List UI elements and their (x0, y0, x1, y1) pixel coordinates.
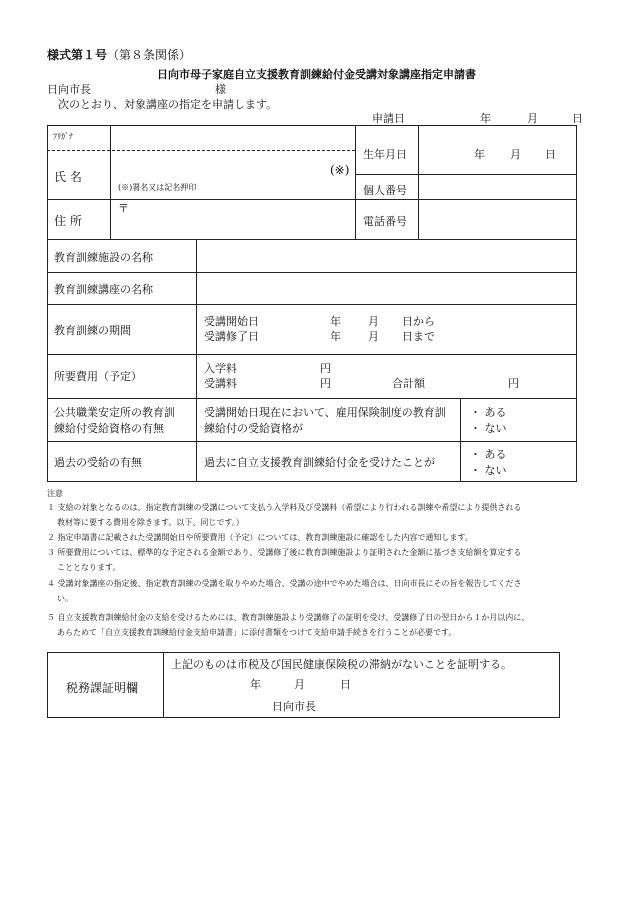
past-receipt-text: 過去に自立支援教育訓練給付金を受けたことが (204, 456, 435, 469)
facility-name-label: 教育訓練施設の名称 (54, 251, 153, 264)
eligibility-label-line2: 練給付受給資格の有無 (54, 422, 164, 435)
course-name-label: 教育訓練講座の名称 (54, 283, 153, 296)
tax-certificate-label: 税務課証明欄 (66, 681, 139, 695)
application-date-day: 日 (572, 112, 583, 125)
id-number-label: 個人番号 (363, 184, 407, 197)
total-unit: 円 (508, 377, 519, 390)
application-date-year: 年 (480, 112, 491, 125)
eligibility-label-line1: 公共職業安定所の教育訓 (54, 406, 175, 419)
intro-text: 次のとおり、対象講座の指定を申請します。 (58, 98, 278, 111)
past-receipt-option-no[interactable]: ・ ない (470, 464, 507, 477)
start-date-month: 月 (368, 315, 379, 328)
past-receipt-option-yes[interactable]: ・ ある (470, 448, 507, 461)
start-date-suffix: 日から (402, 315, 435, 328)
notes-title: 注意 (47, 489, 63, 498)
addressee-honorific: 様 (215, 83, 226, 96)
cost-label: 所要費用（予定） (54, 370, 142, 383)
note-5-line1: ５ 自立支援教育訓練給付金の支給を受けるためには、教育訓練施設より受講修了の証明を受け、受講修了日の翌日から１か月以内に、 (47, 613, 530, 622)
end-date-suffix: 日まで (402, 330, 435, 343)
tax-day: 日 (340, 678, 351, 691)
tax-month: 月 (294, 678, 305, 691)
note-1-line1: １ 支給の対象となるのは、指定教育訓練の受講について支払う入学料及び受講料（希望により行われる訓練や希望により提供される (47, 503, 522, 512)
past-receipt-label: 過去の受給の有無 (54, 456, 142, 469)
end-date-month: 月 (368, 330, 379, 343)
entrance-fee-label: 入学料 (204, 362, 237, 375)
signature-note: (※)署名又は記名押印 (118, 183, 197, 192)
tuition-unit: 円 (320, 377, 331, 390)
addressee: 日向市長 (47, 83, 91, 96)
note-3-line1: ３ 所要費用については、標準的な予定される金額であり、受講修了後に教育訓練施設より証明された金額に基づき支給額を算定する (47, 548, 522, 557)
furigana-label: ﾌﾘｶﾞﾅ (53, 132, 73, 141)
note-2: ２ 指定申請書に記載された受講開始日や所要費用（予定）については、教育訓練施設に確認をした内容で通知します。 (47, 533, 473, 542)
tuition-label: 受講料 (204, 377, 237, 390)
end-date-label: 受講修了日 (204, 330, 259, 343)
tax-year: 年 (250, 678, 261, 691)
birthdate-day: 日 (545, 148, 556, 161)
note-4-line1: ４ 受講対象講座の指定後、指定教育訓練の受講を取りやめた場合、受講の途中でやめた場合は、日向市長にその旨を報告してくださ (47, 579, 522, 588)
eligibility-option-yes[interactable]: ・ ある (470, 406, 507, 419)
name-label: 氏 名 (54, 170, 82, 184)
tax-statement: 上記のものは市税及び国民健康保険税の滞納がないことを証明する。 (171, 658, 512, 671)
period-label: 教育訓練の期間 (54, 324, 131, 337)
start-date-label: 受講開始日 (204, 315, 259, 328)
birthdate-month: 月 (510, 148, 521, 161)
application-date-month: 月 (527, 112, 538, 125)
birthdate-year: 年 (474, 148, 485, 161)
eligibility-option-no[interactable]: ・ ない (470, 422, 507, 435)
tax-signer: 日向市長 (272, 700, 316, 713)
seal-mark: (※) (330, 163, 350, 177)
phone-label: 電話番号 (363, 215, 407, 228)
eligibility-text-line2: 練給付の受給資格が (204, 422, 303, 435)
note-4-line2: い。 (57, 594, 73, 603)
start-date-year: 年 (330, 315, 341, 328)
form-number: 様式第１号（第８条関係） (47, 48, 192, 62)
note-1-line2: 教材等に要する費用を除きます。以下、同じです。） (57, 518, 244, 527)
eligibility-text-line1: 受講開始日現在において、雇用保険制度の教育訓 (204, 406, 446, 419)
end-date-year: 年 (330, 330, 341, 343)
note-5-line2: あらためて「自立支援教育訓練給付金支給申請書」に添付書類をつけて支給申請手続きを行うことが必要です。 (57, 628, 457, 637)
address-label: 住 所 (54, 214, 82, 228)
application-date-label: 申請日 (372, 112, 405, 125)
birthdate-label: 生年月日 (363, 148, 407, 161)
total-label: 合計額 (392, 377, 425, 390)
form-title: 日向市母子家庭自立支援教育訓練給付金受講対象講座指定申請書 (157, 68, 476, 81)
note-3-line2: こととなります。 (57, 563, 121, 572)
entrance-fee-unit: 円 (320, 362, 331, 375)
postal-mark: 〒 (118, 202, 129, 215)
